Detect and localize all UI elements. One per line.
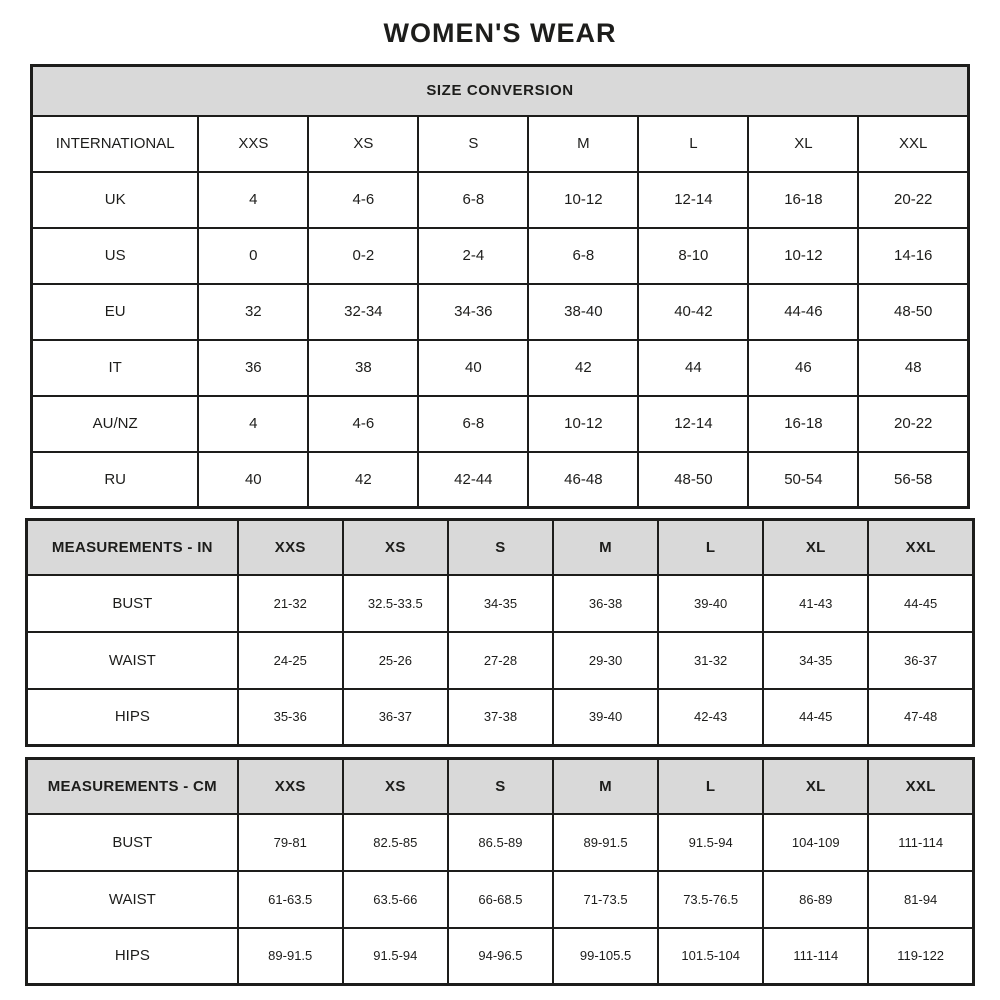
size-header-cell: XXL [868,759,973,814]
measurement-label-cell: WAIST [27,632,238,689]
size-header-cell: XS [308,116,418,172]
size-value-cell: 0-2 [308,228,418,284]
size-value-cell: 16-18 [748,172,858,228]
measurement-value-cell: 104-109 [763,814,868,871]
size-value-cell: 44-46 [748,284,858,340]
size-value-cell: 38 [308,340,418,396]
measurement-value-cell: 29-30 [553,632,658,689]
size-value-cell: 32-34 [308,284,418,340]
size-conversion-row [32,396,969,452]
measurement-label-cell: HIPS [27,928,238,985]
measurement-value-cell: 111-114 [763,928,868,985]
size-conversion-row [32,452,969,508]
size-value-cell: 0 [198,228,308,284]
region-label-cell: RU [32,452,199,508]
size-header-cell: XL [763,759,868,814]
size-value-cell: 8-10 [638,228,748,284]
measurement-label-cell: BUST [27,575,238,632]
measurement-value-cell: 36-37 [868,632,973,689]
measurement-value-cell: 41-43 [763,575,868,632]
size-value-cell: 6-8 [528,228,638,284]
measurement-value-cell: 39-40 [553,689,658,746]
size-value-cell: 34-36 [418,284,528,340]
measurement-value-cell: 31-32 [658,632,763,689]
size-conversion-body [32,172,969,508]
size-value-cell: 4-6 [308,172,418,228]
measurement-value-cell: 82.5-85 [343,814,448,871]
size-value-cell: 10-12 [528,396,638,452]
size-value-cell: 44 [638,340,748,396]
measurements-in-table [25,518,975,747]
measurement-value-cell: 99-105.5 [553,928,658,985]
measurement-value-cell: 36-37 [343,689,448,746]
measurement-value-cell: 32.5-33.5 [343,575,448,632]
size-value-cell: 42 [308,452,418,508]
size-header-cell: XXS [238,520,343,575]
size-value-cell: 10-12 [748,228,858,284]
measurement-value-cell: 25-26 [343,632,448,689]
measurement-row [27,632,974,689]
region-label-cell: EU [32,284,199,340]
size-header-cell: XL [763,520,868,575]
measurement-value-cell: 101.5-104 [658,928,763,985]
size-value-cell: 46-48 [528,452,638,508]
size-header-cell: S [448,520,553,575]
measurement-value-cell: 111-114 [868,814,973,871]
size-value-cell: 6-8 [418,172,528,228]
measurement-row [27,814,974,871]
measurement-value-cell: 37-38 [448,689,553,746]
measurement-value-cell: 86.5-89 [448,814,553,871]
region-label-cell: US [32,228,199,284]
international-header-cell: INTERNATIONAL [32,116,199,172]
measurements-in-section [25,518,975,747]
measurement-value-cell: 27-28 [448,632,553,689]
size-header-cell: XL [748,116,858,172]
size-conversion-row [32,172,969,228]
size-value-cell: 16-18 [748,396,858,452]
measurement-value-cell: 71-73.5 [553,871,658,928]
size-header-cell: L [658,759,763,814]
size-value-cell: 40 [198,452,308,508]
size-header-cell: XXL [858,116,968,172]
size-conversion-banner: SIZE CONVERSION [32,66,969,116]
measurement-value-cell: 35-36 [238,689,343,746]
page-title: WOMEN'S WEAR [383,18,617,48]
measurements-cm-body [27,814,974,985]
size-value-cell: 40 [418,340,528,396]
measurement-value-cell: 119-122 [868,928,973,985]
measurements-cm-title: MEASUREMENTS - CM [27,759,238,814]
size-header-cell: XXS [198,116,308,172]
size-value-cell: 48 [858,340,968,396]
size-conversion-banner-row [32,66,969,116]
measurement-value-cell: 86-89 [763,871,868,928]
size-conversion-row [32,228,969,284]
measurement-value-cell: 89-91.5 [238,928,343,985]
size-conversion-row [32,340,969,396]
size-value-cell: 20-22 [858,172,968,228]
measurement-value-cell: 44-45 [868,575,973,632]
size-value-cell: 4 [198,172,308,228]
measurements-in-body [27,575,974,746]
measurement-label-cell: BUST [27,814,238,871]
size-header-cell: M [553,759,658,814]
size-conversion-section [30,64,970,509]
size-header-cell: L [658,520,763,575]
measurement-value-cell: 24-25 [238,632,343,689]
region-label-cell: AU/NZ [32,396,199,452]
measurement-value-cell: 66-68.5 [448,871,553,928]
region-label-cell: IT [32,340,199,396]
size-value-cell: 42 [528,340,638,396]
measurement-value-cell: 91.5-94 [658,814,763,871]
measurement-value-cell: 91.5-94 [343,928,448,985]
measurements-in-title: MEASUREMENTS - IN [27,520,238,575]
measurement-value-cell: 94-96.5 [448,928,553,985]
measurement-value-cell: 89-91.5 [553,814,658,871]
region-label-cell: UK [32,172,199,228]
size-value-cell: 4-6 [308,396,418,452]
size-header-cell: M [528,116,638,172]
size-conversion-row [32,284,969,340]
size-value-cell: 42-44 [418,452,528,508]
size-value-cell: 4 [198,396,308,452]
measurement-value-cell: 73.5-76.5 [658,871,763,928]
size-value-cell: 40-42 [638,284,748,340]
size-value-cell: 32 [198,284,308,340]
measurement-row [27,928,974,985]
size-header-cell: S [448,759,553,814]
size-value-cell: 48-50 [638,452,748,508]
measurement-row [27,871,974,928]
size-value-cell: 6-8 [418,396,528,452]
measurements-cm-table [25,757,975,986]
measurement-value-cell: 79-81 [238,814,343,871]
size-value-cell: 14-16 [858,228,968,284]
measurement-row [27,575,974,632]
size-header-cell: XXL [868,520,973,575]
size-conversion-table [30,64,970,509]
measurement-row [27,689,974,746]
size-header-cell: L [638,116,748,172]
size-value-cell: 36 [198,340,308,396]
size-value-cell: 46 [748,340,858,396]
measurements-in-header-row [27,520,974,575]
measurement-value-cell: 34-35 [763,632,868,689]
size-value-cell: 10-12 [528,172,638,228]
size-value-cell: 56-58 [858,452,968,508]
measurement-value-cell: 63.5-66 [343,871,448,928]
measurements-cm-header-row [27,759,974,814]
size-value-cell: 2-4 [418,228,528,284]
measurement-label-cell: HIPS [27,689,238,746]
measurement-value-cell: 61-63.5 [238,871,343,928]
measurement-value-cell: 47-48 [868,689,973,746]
measurement-label-cell: WAIST [27,871,238,928]
size-value-cell: 12-14 [638,396,748,452]
measurement-value-cell: 39-40 [658,575,763,632]
size-header-cell: S [418,116,528,172]
measurement-value-cell: 34-35 [448,575,553,632]
measurement-value-cell: 44-45 [763,689,868,746]
measurement-value-cell: 21-32 [238,575,343,632]
measurements-cm-section [25,757,975,986]
size-value-cell: 50-54 [748,452,858,508]
size-header-cell: XS [343,520,448,575]
size-value-cell: 12-14 [638,172,748,228]
size-value-cell: 38-40 [528,284,638,340]
size-header-cell: XXS [238,759,343,814]
measurement-value-cell: 42-43 [658,689,763,746]
size-conversion-header-row [32,116,969,172]
size-value-cell: 48-50 [858,284,968,340]
size-header-cell: M [553,520,658,575]
measurement-value-cell: 36-38 [553,575,658,632]
size-header-cell: XS [343,759,448,814]
measurement-value-cell: 81-94 [868,871,973,928]
size-value-cell: 20-22 [858,396,968,452]
